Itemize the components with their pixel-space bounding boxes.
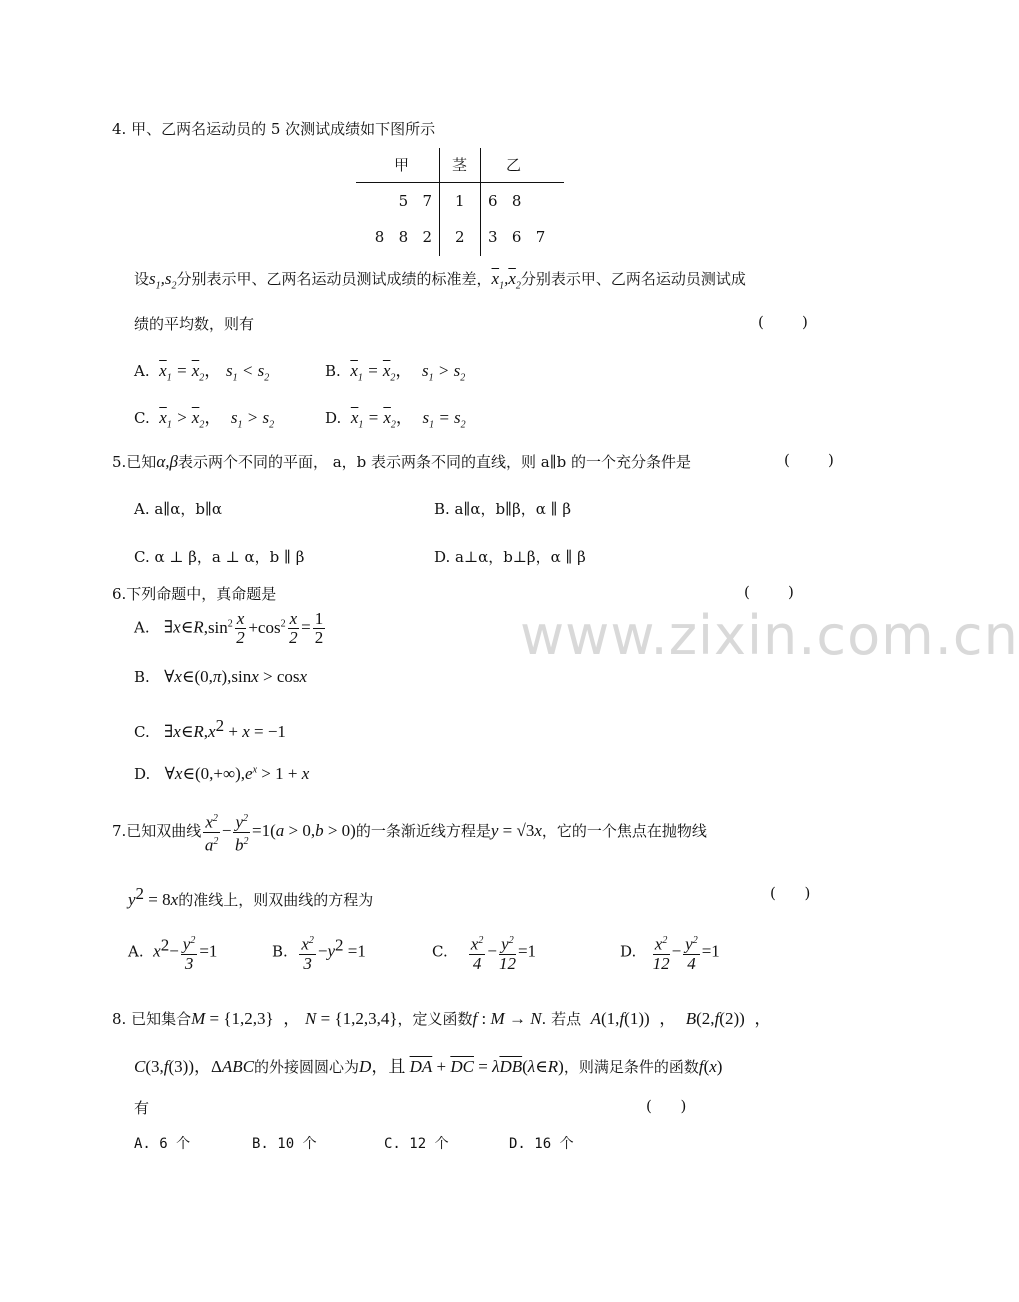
q4-answer-paren: ( ): [758, 313, 808, 331]
q4-option-c-label: C.: [134, 409, 150, 427]
watermark-text: www.zixin.com.cn: [520, 604, 1019, 667]
q5-stem: [112, 451, 691, 472]
q4-line2-a: 设: [134, 270, 150, 288]
q8-stem: 8. 已知集合M = {1,2,3} ， N = {1,2,3,4}，定义函数f : M → N. 若点 A(1,f(1)) ， B(2,f(2)) ，: [112, 1009, 772, 1028]
q7-option-b-label: B.: [272, 942, 288, 961]
q8-line2: C(3,f(3))，ΔABC的外接圆圆心为D，且 $\overline{DA} + \overline{DC}$ = $\lambda\overline{DB}(\lambda\in R)$，则满足条件的函数f(x): [134, 1057, 723, 1076]
q8-option-c: C. 12 个: [384, 1136, 449, 1152]
q7-stem-a: 7.已知双曲线: [112, 822, 202, 841]
q4-option-d: D. $\overline{x}_1 = \overline{x}_2$， $s_1 = s_2$: [325, 408, 466, 431]
q4-option-d-label: D.: [325, 409, 342, 427]
q8-stem-c: . 若点: [541, 1010, 582, 1028]
q8-option-d: D. 16 个: [509, 1136, 574, 1152]
q5-stem-b: 表示两个不同的平面， a，b 表示两条不同的直线，则 a∥b 的一个充分条件是: [177, 453, 692, 471]
q7-option-d-label: D.: [620, 942, 637, 961]
q6-option-d: D. $\forall x\in(0,+\infty),e^x > 1 + x$: [134, 764, 310, 783]
table-row1-right: 6 8: [488, 192, 522, 210]
table-head-mid: 茎: [452, 156, 468, 174]
q4-option-c: C. $\overline{x}_1 > \overline{x}_2$， $s_1 > s_2$: [134, 408, 275, 431]
q8-answer-paren: ( ): [646, 1097, 687, 1115]
q8-stem-b: ，定义函数: [397, 1010, 473, 1028]
q7-stem-b: 的一条渐近线方程是: [355, 822, 491, 841]
q5-option-d: D. a⊥α，b⊥β，α ∥ β: [434, 548, 586, 566]
q6-option-d-label: D.: [134, 765, 151, 783]
q7-option-d: D. $\frac{x^2}{12}$ − $\frac{y^2}{4}$ =1: [620, 932, 720, 973]
q7-line2: $y^2 = 8x$的准线上，则双曲线的方程为: [128, 884, 374, 909]
q8-stem-a: 8. 已知集合: [112, 1010, 192, 1028]
q8-option-b: B. 10 个: [252, 1136, 317, 1152]
q4-option-a: A. $\overline{x}_1 = \overline{x}_2$， $s_1 < s_2$: [134, 361, 270, 384]
q8-line3: 有: [134, 1099, 150, 1117]
q6-option-b: B. ∀x∈(0,π),sinx > cosx: [134, 667, 308, 686]
q7-option-c-label: C.: [432, 942, 448, 961]
q6-option-c-label: C.: [134, 723, 150, 741]
q5-option-c: C. α ⊥ β，a ⊥ α，b ∥ β: [134, 548, 305, 566]
table-head-right: 乙: [506, 156, 522, 174]
table-head-left: 甲: [394, 156, 410, 174]
formula-alpha-beta: α,β: [156, 452, 178, 471]
q7-option-a: A. $x^2-$ $\frac{y^2}{3}$ =1: [128, 932, 217, 973]
q6-stem: 6.下列命题中，真命题是: [112, 585, 277, 603]
q6-answer-paren: ( ): [744, 583, 794, 601]
q7-stem-c: ，它的一个焦点在抛物线: [541, 822, 707, 841]
formula-s1s2: $s_1,s_2$: [149, 269, 177, 292]
q5-answer-paren: ( ): [784, 451, 834, 469]
q5-option-a: A. a∥α，b∥α: [134, 500, 223, 518]
q8-line2-b: ，则满足条件的函数: [563, 1058, 699, 1076]
q4-option-a-label: A.: [134, 362, 150, 380]
q4-line3: 绩的平均数，则有: [134, 315, 255, 333]
table-row2-mid: 2: [455, 228, 465, 246]
table-row2-left: 8 8 2: [374, 228, 432, 246]
formula-x1x2-bar: $\overline{x}_1,\overline{x}_2$: [491, 269, 521, 292]
q7-option-b: B. $\frac{x^2}{3}$ $-y^2 =1$: [272, 932, 366, 973]
q6-option-a-label: A.: [134, 618, 150, 637]
table-row1-mid: 1: [455, 192, 465, 210]
q6-option-c: C. $\exists x\in R,x^2 + x = -1$: [134, 716, 286, 741]
q6-option-b-label: B.: [134, 668, 150, 686]
q4-line2-c: 分别表示甲、乙两名运动员测试成: [520, 270, 746, 288]
q7-option-c: C. $\frac{x^2}{4}$ − $\frac{y^2}{12}$ =1: [432, 932, 536, 973]
q4-line2-b: 分别表示甲、乙两名运动员测试成绩的标准差，: [176, 270, 492, 288]
q5-option-b: B. a∥α，b∥β，α ∥ β: [434, 500, 572, 518]
q5-stem-a: 5.已知: [112, 453, 157, 471]
q4-stem: 4. 甲、乙两名运动员的 5 次测试成绩如下图所示: [112, 120, 436, 138]
q4-option-b: B. $\overline{x}_1 = \overline{x}_2$， $s_1 > s_2$: [325, 361, 466, 384]
q7-line2-text: 的准线上，则双曲线的方程为: [178, 891, 374, 909]
table-row2-right: 3 6 7: [488, 228, 546, 246]
q4-option-b-label: B.: [325, 362, 341, 380]
stem-leaf-table: [356, 148, 566, 258]
q4-line2: [134, 268, 746, 291]
q6-option-a: A. $\exists x\in R,\sin^2$ $\frac{x}{2}$ $+\cos^2$ $\frac{x}{2}$ = $\frac{1}{2}$: [134, 609, 324, 647]
q8-option-a: A. 6 个: [134, 1136, 191, 1152]
q8-line2-a: 的外接圆圆心为: [254, 1058, 360, 1076]
table-row1-left: 5 7: [398, 192, 432, 210]
q7-stem: 7.已知双曲线 $\frac{x^2}{a^2}$ − $\frac{y^2}{b^2}$ =1(a > 0,b > 0)的一条渐近线方程是y = √3x，它的一个焦点在抛物线: [112, 810, 707, 854]
q7-option-a-label: A.: [128, 942, 144, 961]
q7-answer-paren: ( ): [770, 884, 811, 902]
